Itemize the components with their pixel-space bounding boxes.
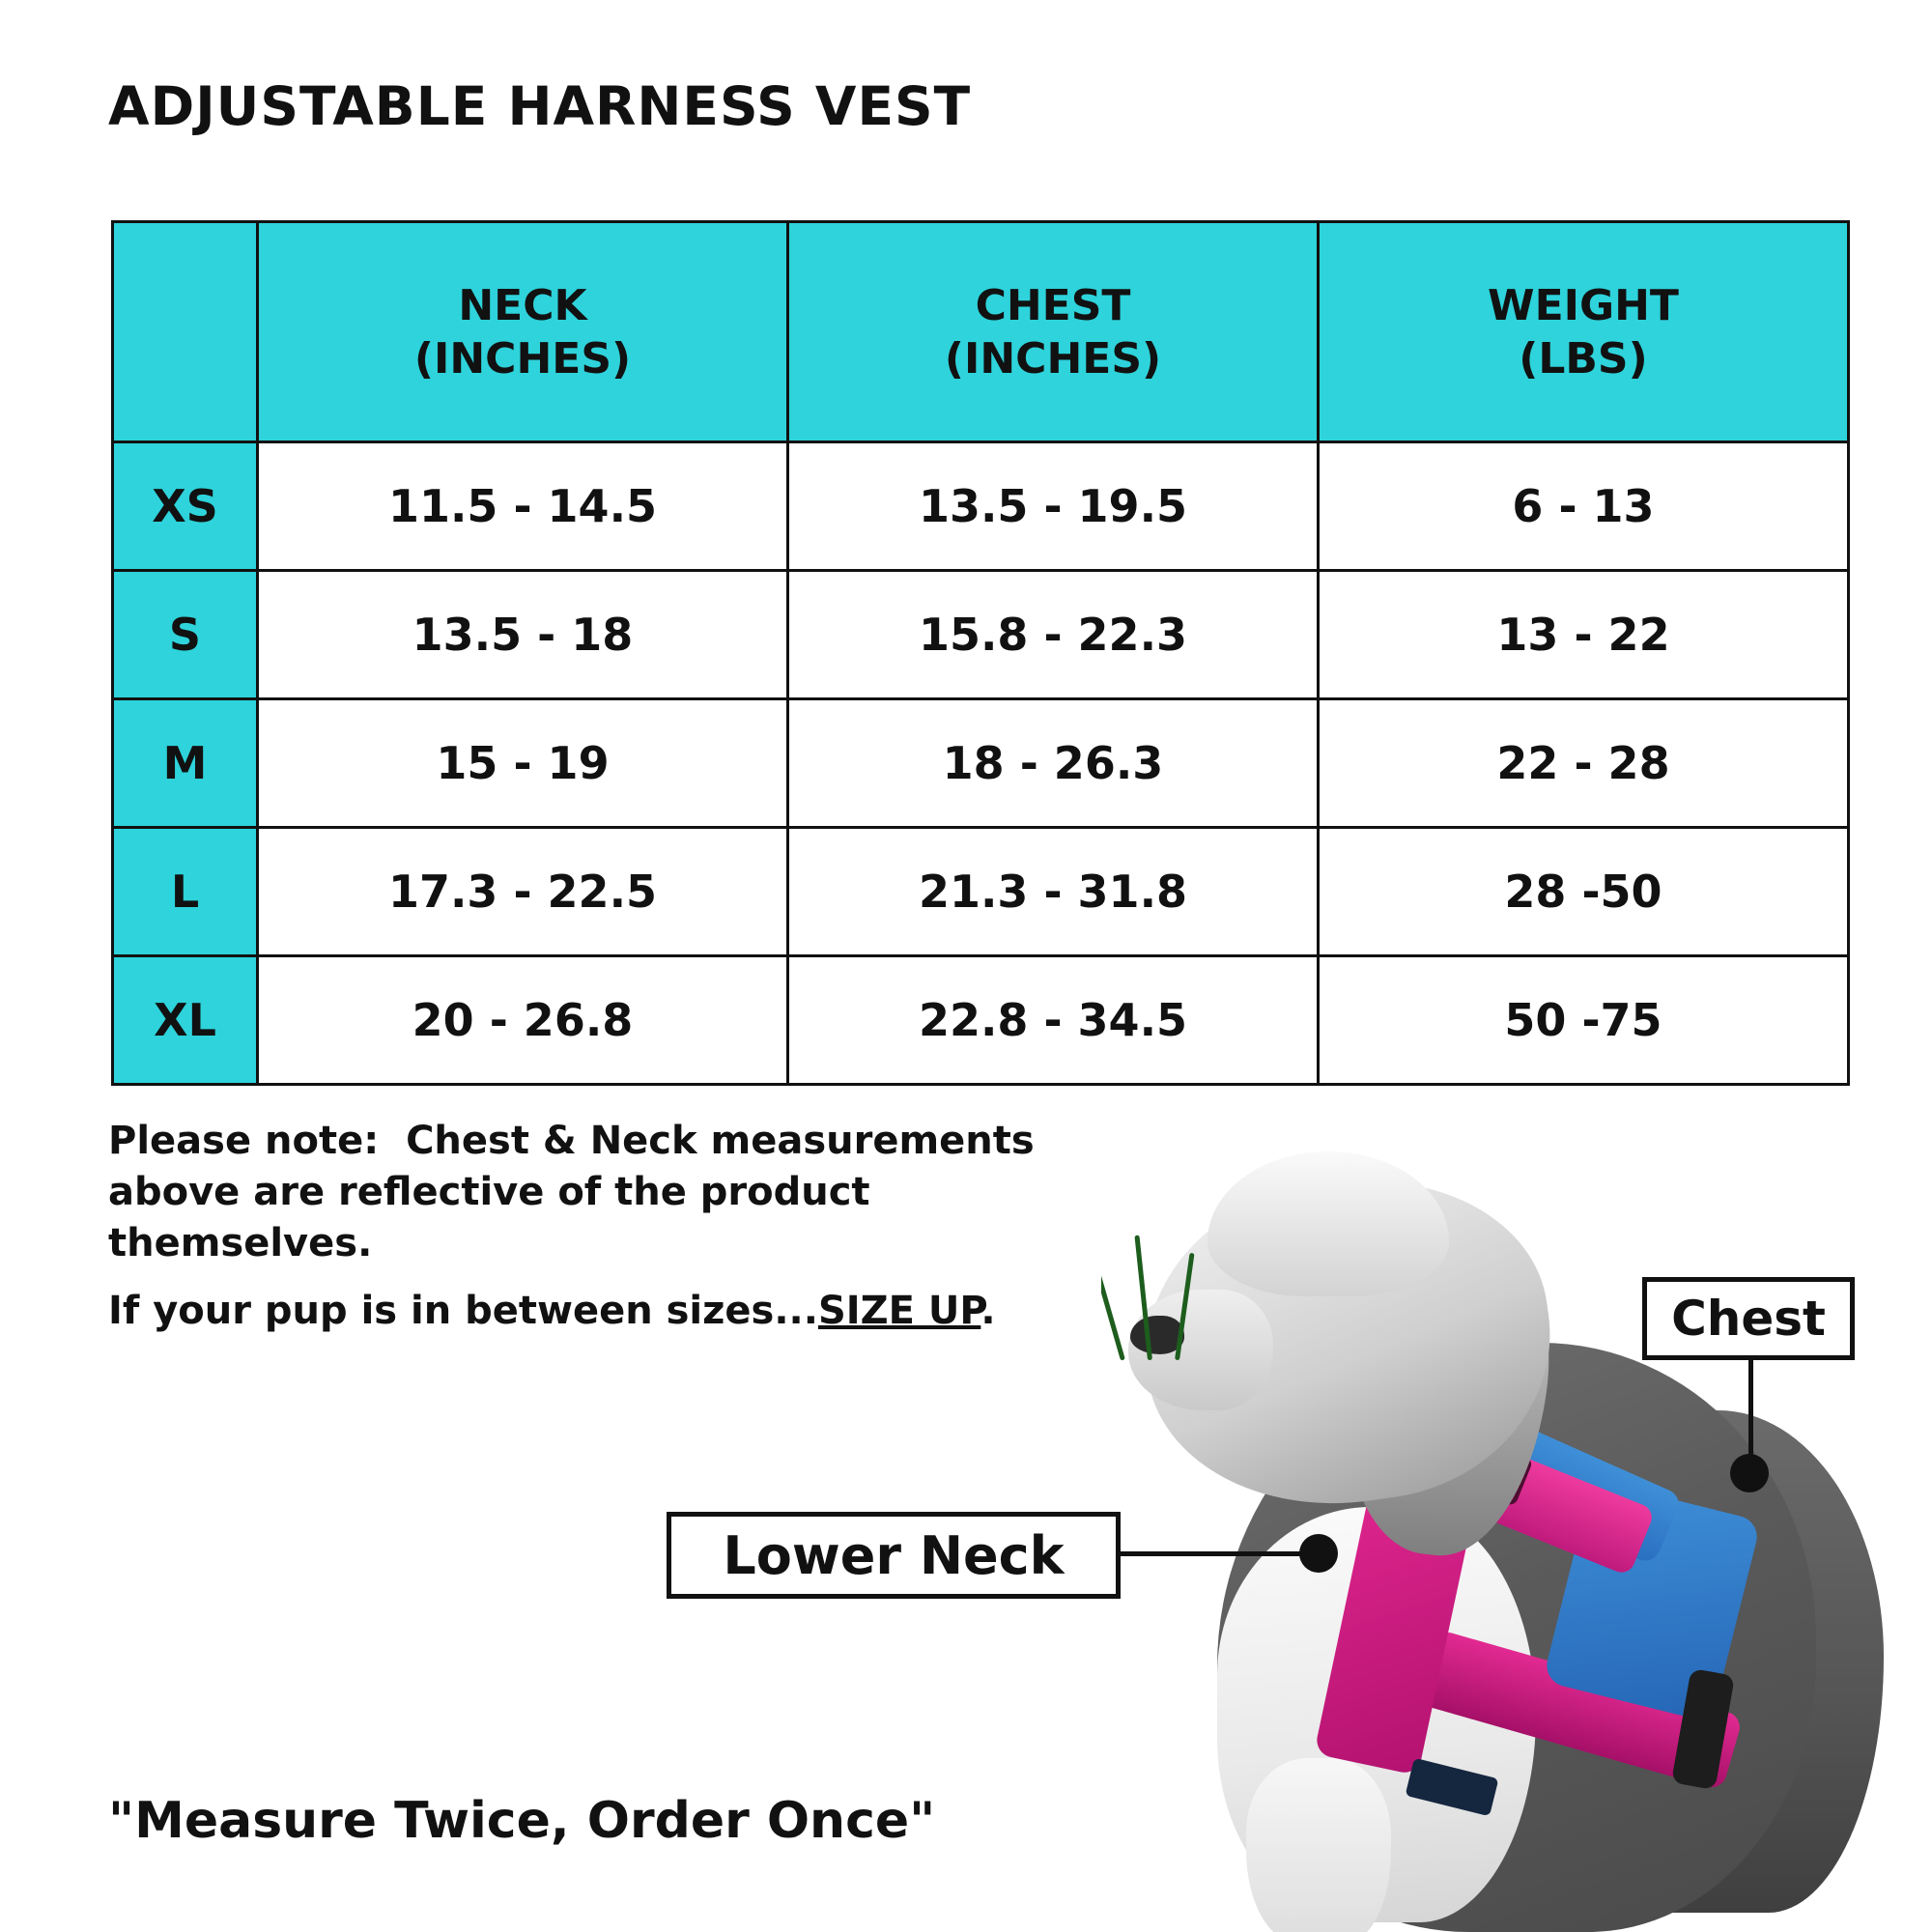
note-line-1: Please note: Chest & Neck measurements [108, 1119, 1035, 1163]
note-line-4 [108, 1286, 1209, 1337]
header-size-corner [113, 222, 258, 442]
callout-chest: Chest [1642, 1277, 1855, 1360]
table-row [113, 442, 1849, 571]
header-neck-line2: (INCHES) [413, 333, 632, 384]
cell-neck: 20 - 26.8 [258, 956, 788, 1085]
header-neck [258, 222, 788, 442]
table-body [113, 442, 1849, 1085]
header-neck-line1: NECK [458, 280, 587, 330]
note-block [108, 1116, 1209, 1337]
cell-size: M [113, 699, 258, 828]
cell-neck: 17.3 - 22.5 [258, 828, 788, 956]
callout-lower-neck-leader-line [1121, 1551, 1314, 1556]
header-chest [788, 222, 1319, 442]
table-header-row [113, 222, 1849, 442]
callout-lower-neck-dot [1299, 1534, 1338, 1573]
cell-neck: 15 - 19 [258, 699, 788, 828]
dog-photo [1101, 1092, 1932, 1932]
callout-lower-neck: Lower Neck [667, 1512, 1121, 1599]
cell-weight: 13 - 22 [1319, 571, 1849, 699]
cell-chest: 21.3 - 31.8 [788, 828, 1319, 956]
note-line-4-prefix: If your pup is in between sizes... [108, 1289, 818, 1334]
table-header [113, 222, 1849, 442]
cell-neck: 13.5 - 18 [258, 571, 788, 699]
grass-blades [1111, 1215, 1217, 1360]
cell-chest: 22.8 - 34.5 [788, 956, 1319, 1085]
callout-chest-dot [1730, 1454, 1769, 1492]
header-weight-line2: (LBS) [1519, 333, 1648, 384]
tagline: "Measure Twice, Order Once" [108, 1792, 936, 1850]
size-table [111, 220, 1850, 1086]
dog-topknot-fur [1208, 1151, 1449, 1296]
note-size-up-emphasis: SIZE UP [817, 1289, 981, 1334]
cell-chest: 13.5 - 19.5 [788, 442, 1319, 571]
table-row [113, 828, 1849, 956]
cell-chest: 18 - 26.3 [788, 699, 1319, 828]
cell-weight: 50 -75 [1319, 956, 1849, 1085]
note-line-4-suffix: . [980, 1289, 996, 1334]
cell-weight: 6 - 13 [1319, 442, 1849, 571]
dog-front-leg [1246, 1758, 1391, 1932]
cell-chest: 15.8 - 22.3 [788, 571, 1319, 699]
note-line-2: above are reflective of the product [108, 1169, 870, 1214]
cell-size: XL [113, 956, 258, 1085]
header-chest-line2: (INCHES) [944, 333, 1162, 384]
callout-chest-leader-line [1748, 1360, 1753, 1466]
header-chest-line1: CHEST [975, 280, 1131, 330]
cell-weight: 22 - 28 [1319, 699, 1849, 828]
table-row [113, 571, 1849, 699]
note-line-3: themselves. [108, 1220, 373, 1265]
cell-neck: 11.5 - 14.5 [258, 442, 788, 571]
table-row [113, 699, 1849, 828]
header-weight [1319, 222, 1849, 442]
header-weight-line1: WEIGHT [1488, 280, 1679, 330]
table-row [113, 956, 1849, 1085]
cell-size: S [113, 571, 258, 699]
cell-weight: 28 -50 [1319, 828, 1849, 956]
page-title: ADJUSTABLE HARNESS VEST [108, 75, 972, 137]
cell-size: L [113, 828, 258, 956]
cell-size: XS [113, 442, 258, 571]
